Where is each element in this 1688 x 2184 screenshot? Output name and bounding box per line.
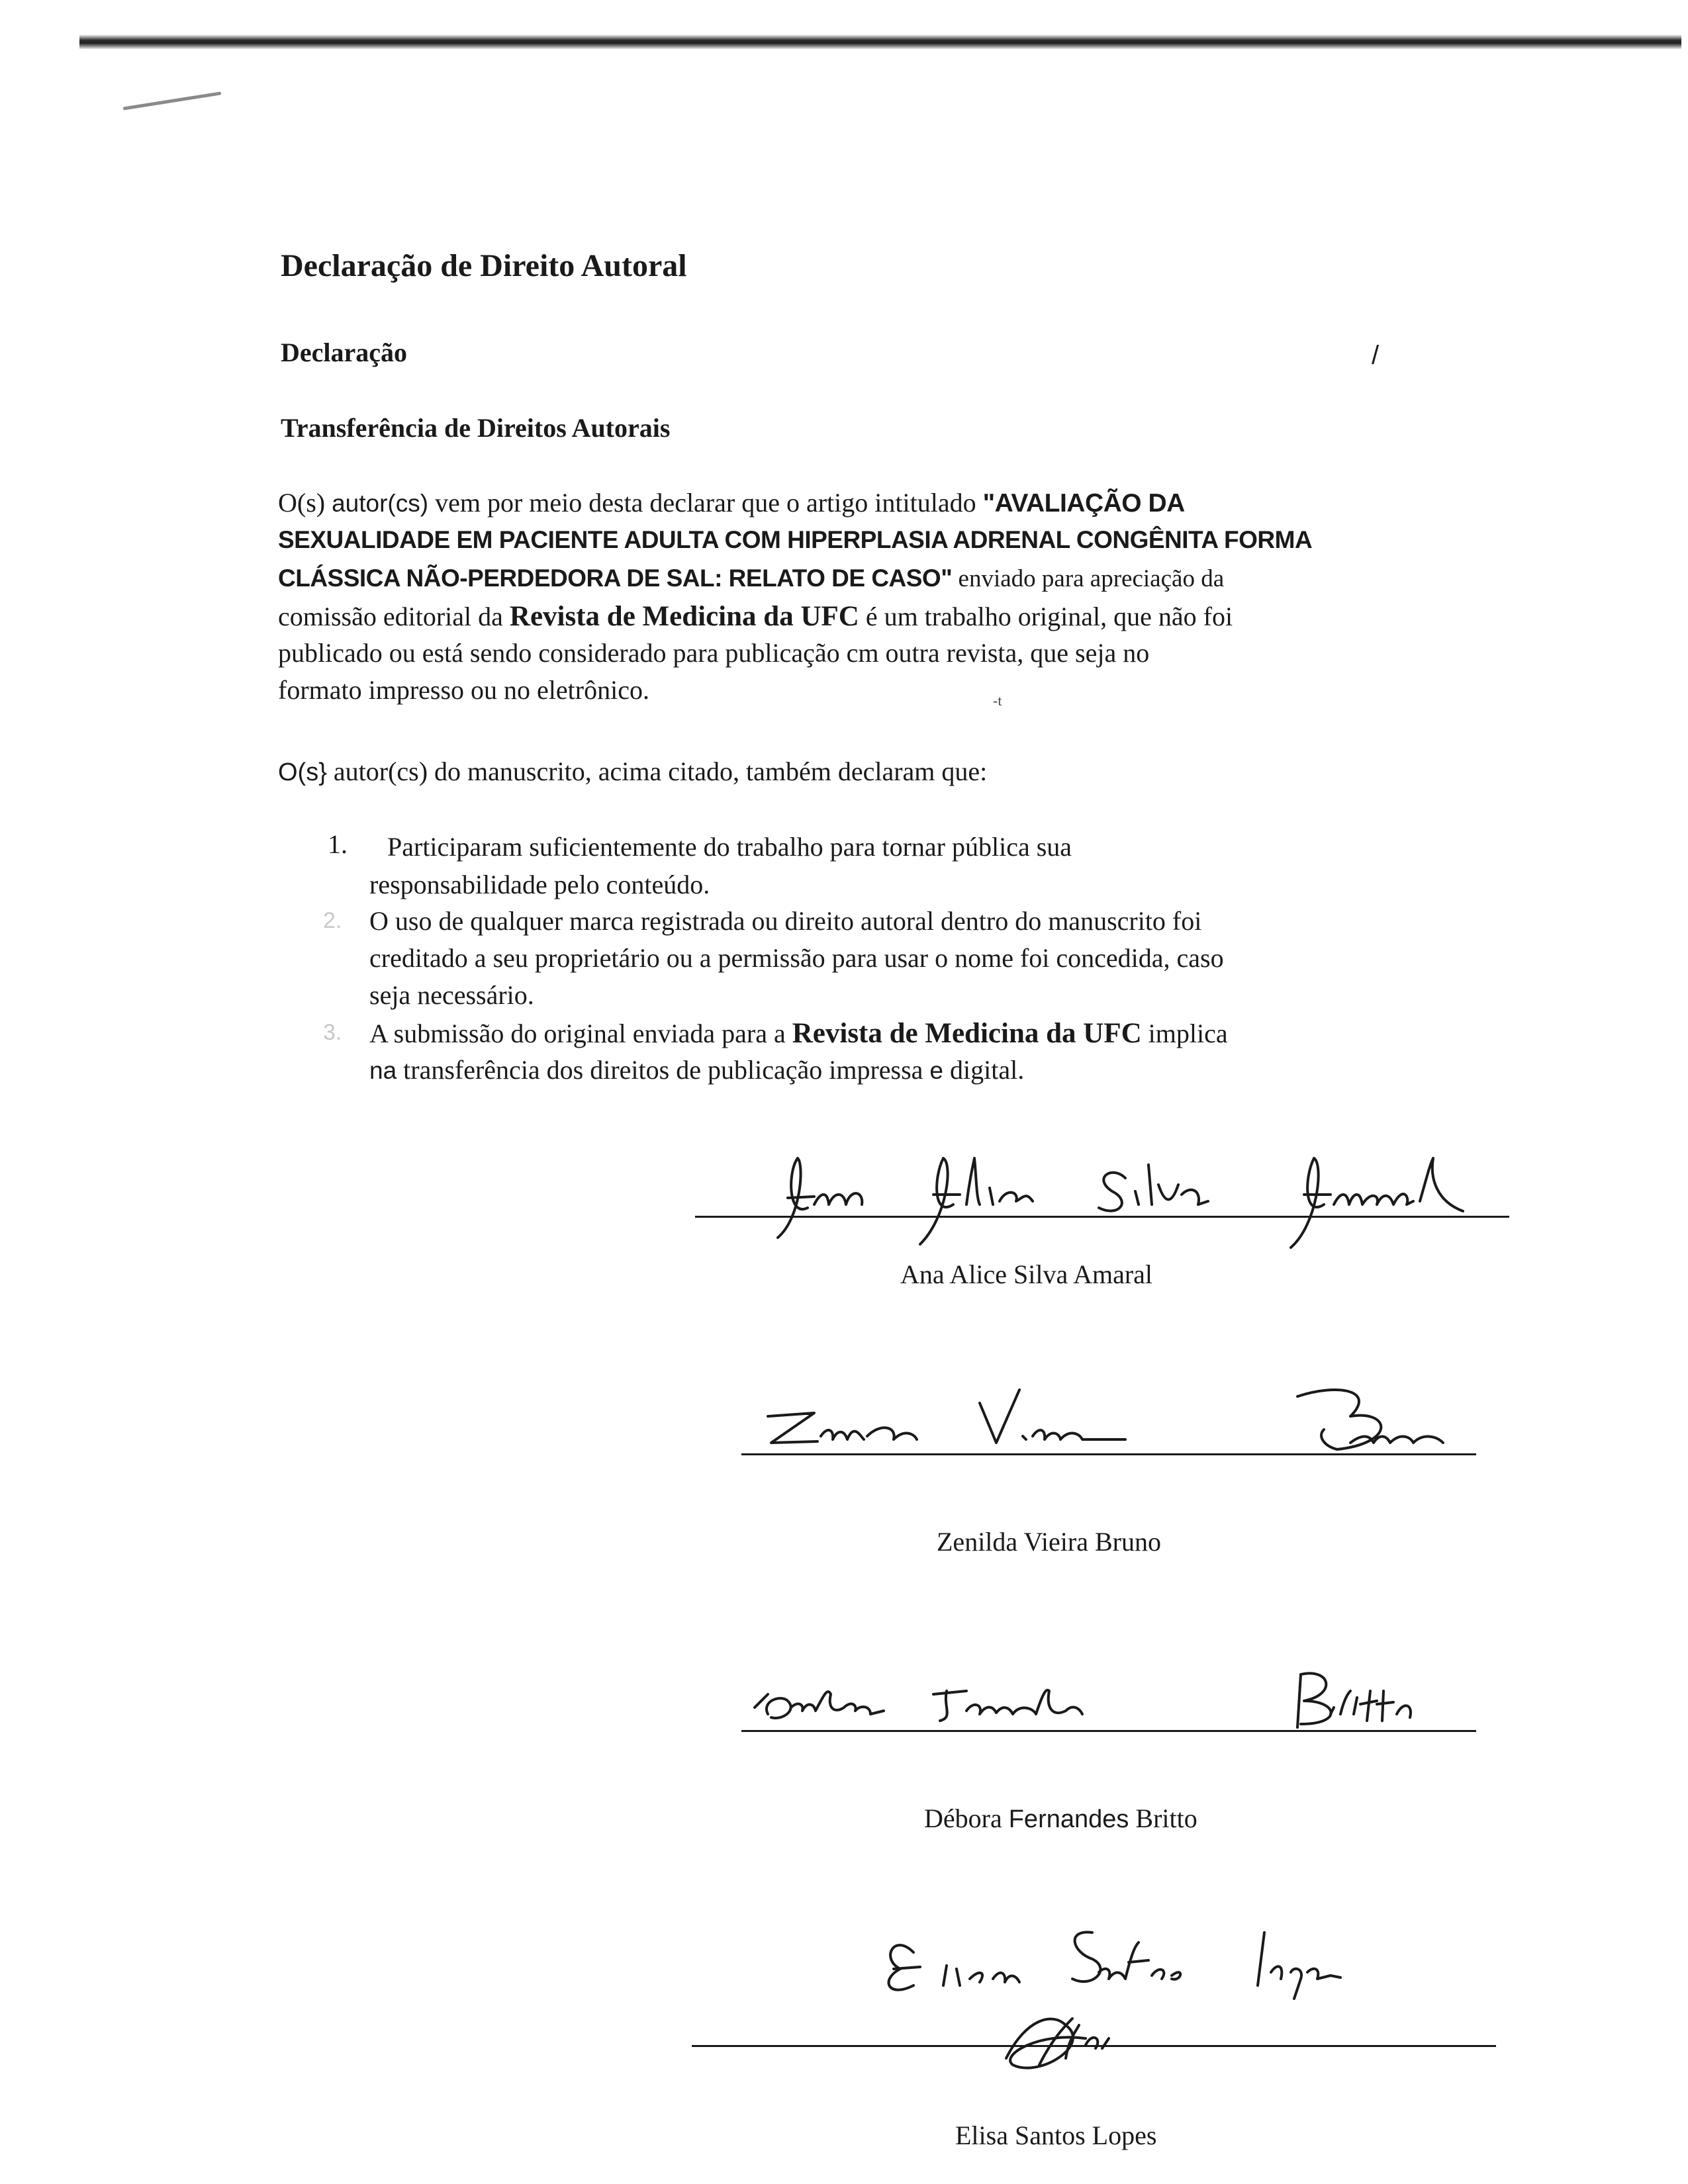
signature-line-4 bbox=[692, 2045, 1496, 2047]
list-item-2-line1: O uso de qualquer marca registrada ou direito autoral dentro do manuscrito foi bbox=[369, 906, 1202, 936]
signature-ana-alice-silva-amaral bbox=[715, 1138, 1556, 1257]
signature-line-2 bbox=[741, 1453, 1476, 1455]
section-title: Transferência de Direitos Autorais bbox=[281, 413, 671, 443]
signature-line-3 bbox=[741, 1730, 1476, 1732]
list-number-1: 1. bbox=[328, 829, 348, 859]
signatory-name-1: Ana Alice Silva Amaral bbox=[900, 1259, 1153, 1289]
signature-line-1 bbox=[695, 1216, 1509, 1218]
list-number-2: 2. bbox=[323, 908, 342, 933]
paragraph1-line5: publicado ou está sendo considerado para publicação cm outra revista, que seja no bbox=[278, 638, 1150, 668]
paragraph1-line2: SEXUALIDADE EM PACIENTE ADULTA COM HIPERPLASIA ADRENAL CONGÊNITA FORMA bbox=[278, 526, 1313, 553]
paragraph2: O(s} autor(cs) do manuscrito, acima citado, também declaram que: bbox=[278, 756, 988, 786]
list-item-2-line2: creditado a seu proprietário ou a permissão para usar o nome foi concedida, caso bbox=[369, 943, 1224, 973]
signature-zenilda-vieira-bruno bbox=[755, 1377, 1503, 1469]
signatory-name-2: Zenilda Vieira Bruno bbox=[937, 1527, 1161, 1557]
signatory-name-3: Débora Fernandes Britto bbox=[924, 1803, 1197, 1833]
paragraph1-line1: O(s) autor(cs) vem por meio desta declarar que o artigo intitulado "AVALIAÇÃO DA bbox=[278, 488, 1185, 518]
signature-debora-fernandes-britto bbox=[741, 1655, 1476, 1747]
signature-elisa-santos-lopes bbox=[695, 1906, 1476, 2105]
list-item-1-line1: Participaram suficientemente do trabalho para tornar pública sua bbox=[387, 832, 1072, 862]
declaration-subtitle: Declaração bbox=[281, 338, 408, 367]
list-number-3: 3. bbox=[323, 1020, 342, 1045]
list-item-1-line2: responsabilidade pelo conteúdo. bbox=[369, 870, 710, 899]
signatory-name-4: Elisa Santos Lopes bbox=[955, 2120, 1157, 2150]
list-item-3-line2: na transferência dos direitos de publicação impressa e digital. bbox=[369, 1055, 1025, 1085]
scan-edge bbox=[79, 34, 1681, 49]
scan-artifact bbox=[123, 91, 222, 110]
stray-mark: -t bbox=[993, 692, 1002, 709]
paragraph1-line4: comissão editorial da Revista de Medicina da UFC é um trabalho original, que não foi bbox=[278, 601, 1233, 632]
document-title: Declaração de Direito Autoral bbox=[281, 248, 687, 283]
paragraph1-line3: CLÁSSICA NÃO-PERDEDORA DE SAL: RELATO DE CASO" enviado para apreciação da bbox=[278, 565, 1225, 592]
slash-mark: / bbox=[1372, 341, 1380, 370]
list-item-3-line1: A submissão do original enviada para a Revista de Medicina da UFC implica bbox=[369, 1018, 1228, 1049]
paragraph1-line6: formato impresso ou no eletrônico. bbox=[278, 675, 649, 705]
list-item-2-line3: seja necessário. bbox=[369, 980, 534, 1010]
